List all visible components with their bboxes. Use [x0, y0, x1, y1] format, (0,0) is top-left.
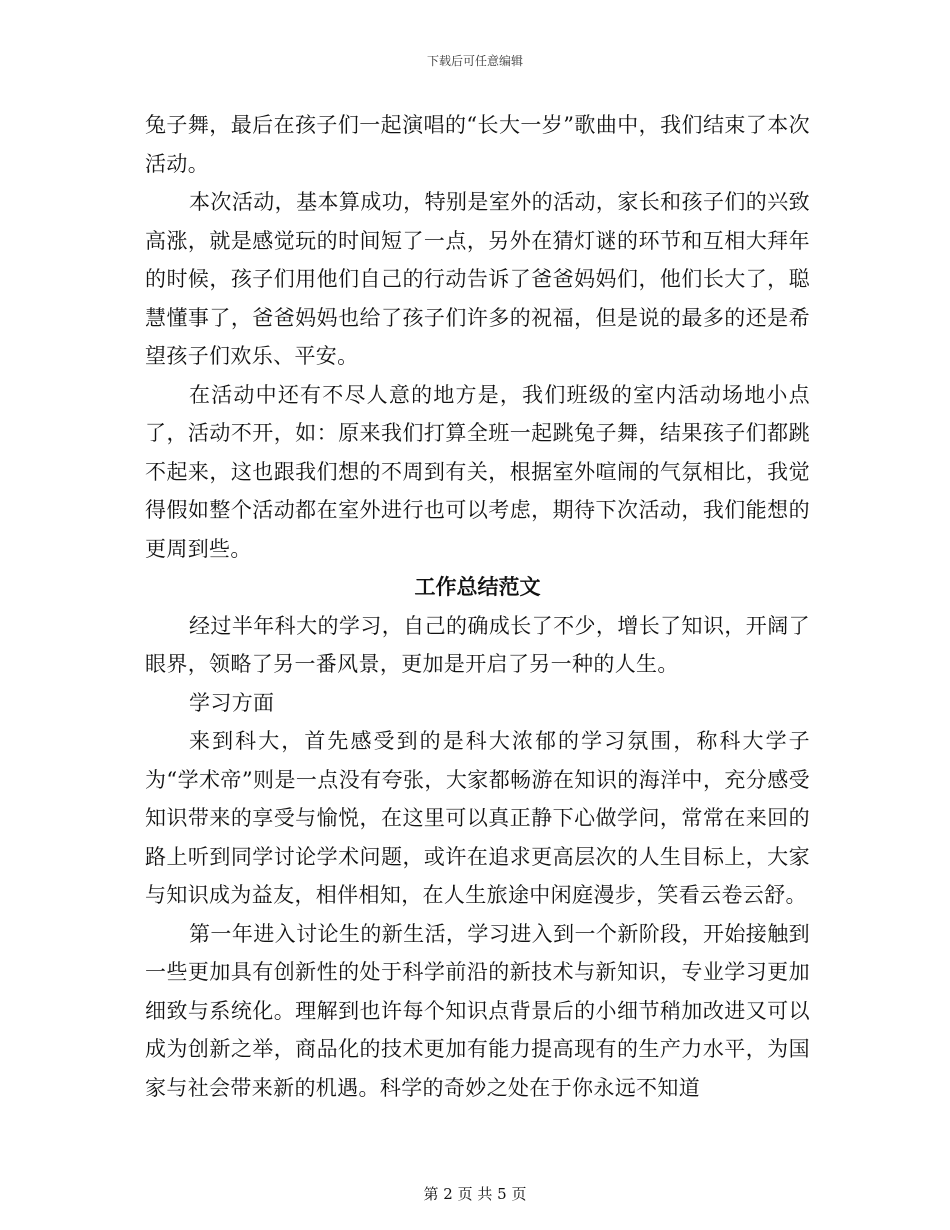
paragraph-4: 经过半年科大的学习，自己的确成长了不少，增长了知识，开阔了眼界，领略了另一番风景，更加是开启了另一种的人生。 [145, 613, 810, 676]
paragraph-2: 本次活动，基本算成功，特别是室外的活动，家长和孩子们的兴致高涨，就是感觉玩的时间短了一点，另外在猜灯谜的环节和互相大拜年的时候，孩子们用他们自己的行动告诉了爸爸妈妈们，他们长大了，聪慧懂事了，爸爸妈妈也给了孩子们许多的祝福，但是说的最多的还是希望孩子们欢乐、平安。 [145, 190, 810, 368]
paragraph-3: 在活动中还有不尽人意的地方是，我们班级的室内活动场地小点了，活动不开，如：原来我们打算全班一起跳兔子舞，结果孩子们都跳不起来，这也跟我们想的不周到有关，根据室外喧闹的气氛相比，我觉得假如整个活动都在室外进行也可以考虑，期待下次活动，我们能想的更周到些。 [145, 382, 810, 561]
paragraph-6: 来到科大，首先感受到的是科大浓郁的学习氛围，称科大学子为“学术帝”则是一点没有夸张，大家都畅游在知识的海洋中，充分感受知识带来的享受与愉悦，在这里可以真正静下心做学问，常常在来回的路上听到同学讨论学术问题，或许在追求更高层次的人生目标上，大家与知识成为益友，相伴相知，在人生旅途中闲庭漫步，笑看云卷云舒。 [145, 729, 810, 907]
paragraph-7: 第一年进入讨论生的新生活，学习进入到一个新阶段，开始接触到一些更加具有创新性的处于科学前沿的新技术与新知识，专业学习更加细致与系统化。理解到也许每个知识点背景后的小细节稍加改进又可以成为创新之举，商品化的技术更加有能力提高现有的生产力水平，为国家与社会带来新的机遇。科学的奇妙之处在于你永远不知道 [145, 921, 810, 1100]
section-heading: 工作总结范文 [414, 575, 541, 599]
paragraph-1: 兔子舞，最后在孩子们一起演唱的“长大一岁”歌曲中，我们结束了本次活动。 [145, 113, 810, 176]
document-body [145, 106, 810, 1107]
page-number: 第 2 页 共 5 页 [423, 1185, 527, 1203]
page-header: 下载后可任意编辑 [426, 54, 523, 68]
subheading-study: 学习方面 [189, 690, 275, 715]
